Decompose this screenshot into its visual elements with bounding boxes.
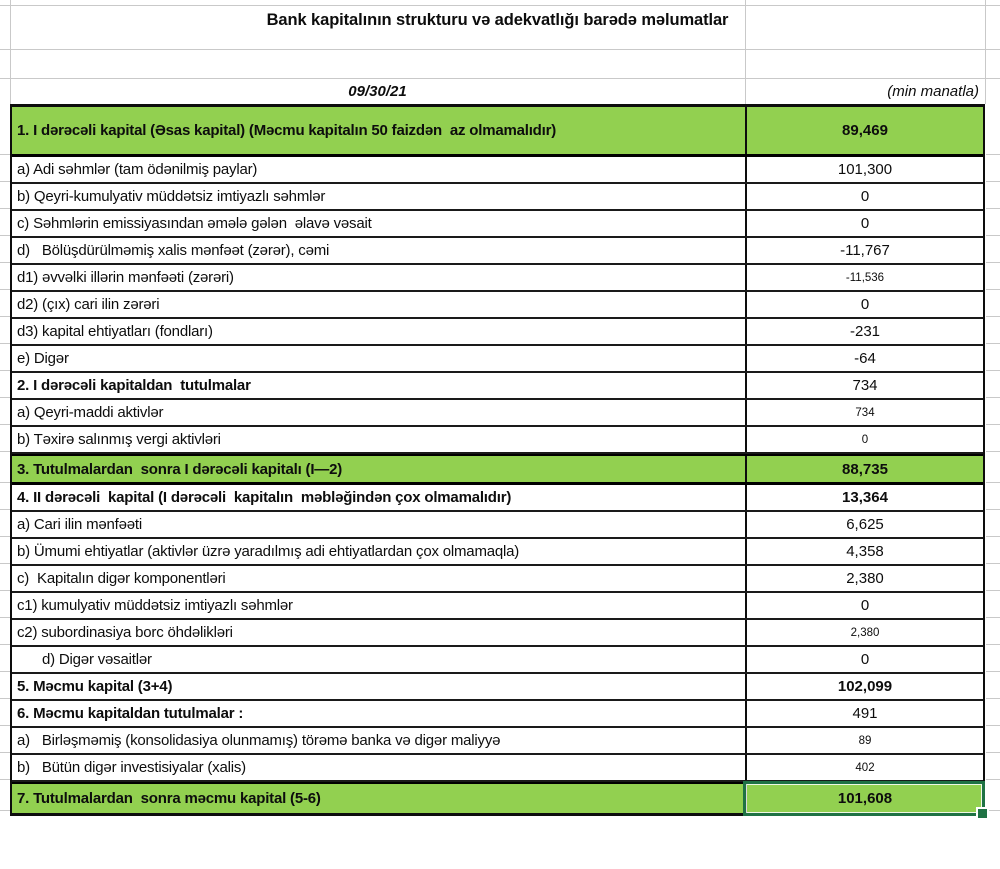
gridline xyxy=(0,752,10,753)
row-value-cell[interactable]: 2,380 xyxy=(745,566,983,591)
row-value-cell[interactable]: 491 xyxy=(745,701,983,726)
gridline xyxy=(986,181,1000,182)
report-date-cell[interactable]: 09/30/21 xyxy=(348,83,407,100)
row-label-cell[interactable]: a) Birləşməmiş (konsolidasiya olunmamış) törəmə banka və digər maliyyə xyxy=(17,732,501,749)
gridline xyxy=(0,810,10,811)
gridline xyxy=(986,208,1000,209)
table-row xyxy=(12,539,983,566)
gridline xyxy=(0,671,10,672)
gridline xyxy=(986,343,1000,344)
gridline xyxy=(986,779,1000,780)
table-row xyxy=(12,782,983,813)
row-label-cell[interactable]: b) Bütün digər investisiyalar (xalis) xyxy=(17,759,246,776)
table-row xyxy=(12,485,983,512)
row-label-cell[interactable]: d1) əvvəlki illərin mənfəəti (zərəri) xyxy=(17,269,234,286)
row-value-cell[interactable]: 89 xyxy=(745,728,983,753)
sheet-title: Bank kapitalının strukturu və adekvatlığı barədə məlumatlar xyxy=(266,11,729,29)
row-label-cell[interactable]: d) Digər vəsaitlər xyxy=(42,651,152,668)
gridline xyxy=(0,181,10,182)
row-value-cell[interactable]: 101,300 xyxy=(745,157,983,182)
gridline xyxy=(986,397,1000,398)
row-label-cell[interactable]: d3) kapital ehtiyatları (fondları) xyxy=(17,323,213,340)
table-row xyxy=(12,238,983,265)
gridline xyxy=(0,451,10,452)
table-row xyxy=(12,755,983,782)
row-label-cell[interactable]: c2) subordinasiya borc öhdəlikləri xyxy=(17,624,233,641)
gridline xyxy=(986,370,1000,371)
row-value-cell[interactable]: 88,735 xyxy=(745,456,983,482)
gridline xyxy=(0,235,10,236)
gridline xyxy=(0,509,10,510)
row-value-cell[interactable]: -64 xyxy=(745,346,983,371)
gridline xyxy=(0,536,10,537)
row-label-cell[interactable]: b) Ümumi ehtiyatlar (aktivlər üzrə yaradılmış adi ehtiyatlardan çox olmamaqla) xyxy=(17,543,520,560)
gridline xyxy=(986,262,1000,263)
row-value-cell[interactable]: 13,364 xyxy=(745,485,983,510)
row-label-cell[interactable]: a) Adi səhmlər (tam ödənilmiş paylar) xyxy=(17,161,258,178)
gridline xyxy=(0,208,10,209)
row-label-cell[interactable]: 4. II dərəcəli kapital (I dərəcəli kapitalın məbləğindən çox olmamalıdır) xyxy=(17,489,512,506)
table-row xyxy=(12,157,983,184)
capital-table xyxy=(10,104,985,816)
gridline xyxy=(986,536,1000,537)
gridline xyxy=(986,509,1000,510)
gridline xyxy=(986,154,1000,155)
table-row xyxy=(12,566,983,593)
gridline xyxy=(986,424,1000,425)
table-row xyxy=(12,647,983,674)
table-row xyxy=(12,107,983,157)
table-row xyxy=(12,728,983,755)
row-label-cell[interactable]: 5. Məcmu kapital (3+4) xyxy=(17,678,173,695)
gridline xyxy=(986,810,1000,811)
gridline xyxy=(986,482,1000,483)
gridline xyxy=(986,617,1000,618)
gridline xyxy=(0,644,10,645)
row-value-cell[interactable]: 0 xyxy=(745,292,983,317)
gridline xyxy=(0,779,10,780)
gridline xyxy=(0,617,10,618)
table-row xyxy=(12,512,983,539)
row-value-cell[interactable]: 101,608 xyxy=(745,784,983,813)
gridline xyxy=(0,397,10,398)
gridline xyxy=(0,49,1000,50)
row-label-cell[interactable]: 6. Məcmu kapitaldan tutulmalar : xyxy=(17,705,244,722)
table-row xyxy=(12,292,983,319)
row-label-cell[interactable]: e) Digər xyxy=(17,350,69,367)
row-label-cell[interactable]: a) Cari ilin mənfəəti xyxy=(17,516,143,533)
gridline xyxy=(986,590,1000,591)
table-row xyxy=(12,373,983,400)
row-value-cell[interactable]: 89,469 xyxy=(745,107,983,154)
row-label-cell[interactable]: d) Bölüşdürülməmiş xalis mənfəət (zərər), cəmi xyxy=(17,242,330,259)
row-label-cell[interactable]: b) Qeyri-kumulyativ müddətsiz imtiyazlı səhmlər xyxy=(17,188,326,205)
row-value-cell[interactable]: 102,099 xyxy=(745,674,983,699)
unit-note-cell[interactable]: (min manatla) xyxy=(887,83,979,100)
row-value-cell[interactable]: 0 xyxy=(745,647,983,672)
gridline xyxy=(0,78,1000,79)
row-label-cell[interactable]: 1. I dərəcəli kapital (Əsas kapital) (Məcmu kapitalın 50 faizdən az olmamalıdır) xyxy=(17,122,557,139)
gridline xyxy=(985,0,986,104)
gridline xyxy=(986,725,1000,726)
row-label-cell[interactable]: b) Təxirə salınmış vergi aktivləri xyxy=(17,431,221,448)
row-value-cell[interactable]: -11,767 xyxy=(745,238,983,263)
gridline xyxy=(986,752,1000,753)
gridline xyxy=(986,644,1000,645)
row-label-cell[interactable]: d2) (çıx) cari ilin zərəri xyxy=(17,296,160,313)
gridline xyxy=(0,343,10,344)
row-label-cell[interactable]: c) Səhmlərin emissiyasından əmələ gələn əlavə vəsait xyxy=(17,215,372,232)
gridline xyxy=(0,725,10,726)
table-row xyxy=(12,674,983,701)
table-row xyxy=(12,620,983,647)
row-value-cell[interactable]: 4,358 xyxy=(745,539,983,564)
gridline xyxy=(986,698,1000,699)
gridline xyxy=(0,316,10,317)
gridline xyxy=(986,289,1000,290)
table-row xyxy=(12,265,983,292)
gridline xyxy=(986,316,1000,317)
row-value-cell[interactable]: 734 xyxy=(745,373,983,398)
gridline xyxy=(0,289,10,290)
row-label-cell[interactable]: 3. Tutulmalardan sonra I dərəcəli kapitalı (I—2) xyxy=(17,460,343,478)
row-value-cell[interactable]: 402 xyxy=(745,755,983,780)
table-row xyxy=(12,701,983,728)
row-value-cell[interactable]: 6,625 xyxy=(745,512,983,537)
table-row xyxy=(12,184,983,211)
table-row xyxy=(12,211,983,238)
table-row xyxy=(12,346,983,373)
gridline xyxy=(986,451,1000,452)
row-value-cell[interactable]: 2,380 xyxy=(745,620,983,645)
gridline xyxy=(0,424,10,425)
table-row xyxy=(12,454,983,485)
gridline xyxy=(0,154,10,155)
row-value-cell[interactable]: -231 xyxy=(745,319,983,344)
row-label-cell[interactable]: a) Qeyri-maddi aktivlər xyxy=(17,404,164,421)
row-label-cell[interactable]: c) Kapitalın digər komponentləri xyxy=(17,570,226,587)
gridline xyxy=(986,235,1000,236)
row-value-cell[interactable]: 734 xyxy=(745,400,983,425)
row-value-cell[interactable]: 0 xyxy=(745,211,983,236)
gridline xyxy=(0,262,10,263)
gridline xyxy=(0,5,1000,6)
gridline xyxy=(0,698,10,699)
table-row xyxy=(12,400,983,427)
row-label-cell[interactable]: 2. I dərəcəli kapitaldan tutulmalar xyxy=(17,377,251,394)
table-row xyxy=(12,319,983,346)
row-value-cell[interactable]: 0 xyxy=(745,427,983,452)
row-label-cell[interactable]: 7. Tutulmalardan sonra məcmu kapital (5-6) xyxy=(17,790,321,807)
gridline xyxy=(0,482,10,483)
row-value-cell[interactable]: -11,536 xyxy=(745,265,983,290)
gridline xyxy=(986,563,1000,564)
gridline xyxy=(0,563,10,564)
table-row xyxy=(12,427,983,454)
row-value-cell[interactable]: 0 xyxy=(745,593,983,618)
gridline xyxy=(986,671,1000,672)
gridline xyxy=(0,590,10,591)
table-row xyxy=(12,593,983,620)
gridline xyxy=(0,370,10,371)
row-value-cell[interactable]: 0 xyxy=(745,184,983,209)
row-label-cell[interactable]: c1) kumulyativ müddətsiz imtiyazlı səhmlər xyxy=(17,597,293,614)
